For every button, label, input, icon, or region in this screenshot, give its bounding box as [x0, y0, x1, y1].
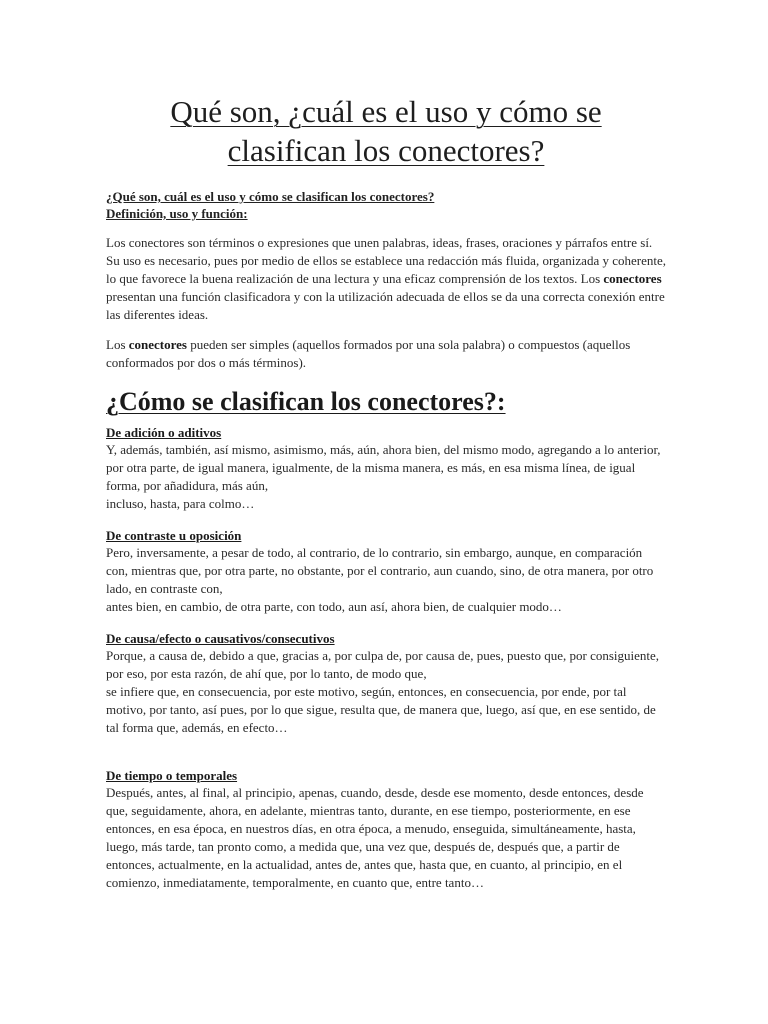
category-heading: De contraste u oposición [106, 528, 242, 543]
document-title [106, 92, 666, 170]
subheading-line-2: Definición, uso y función: [106, 206, 248, 221]
category-causa [106, 630, 666, 737]
title-line-2: clasifican los conectores? [227, 133, 545, 168]
paragraph-text: pueden ser simples (aquellos formados por una sola palabra) o compuestos (aquellos conformados por dos o más términos). [106, 337, 631, 370]
subheading [106, 188, 666, 222]
category-text-part: Porque, a causa de, debido a que, gracias a, por culpa de, por causa de, pues, puesto que, por consiguiente, por eso, por esta razón, de ahí que, por lo tanto, de modo que, [106, 648, 660, 681]
category-contraste [106, 527, 666, 616]
definition-paragraph [106, 234, 666, 324]
category-text-part: Pero, inversamente, a pesar de todo, al contrario, de lo contrario, sin embargo, aunque, en comparación con, mientras que, por otra parte, no obstante, por el contrario, aun cuando, sino, de otra manera, por otro lado, en contraste con, [106, 545, 654, 596]
title-line-1: Qué son, ¿cuál es el uso y cómo se [170, 94, 602, 129]
category-text [106, 784, 666, 892]
category-tiempo [106, 767, 666, 892]
category-heading: De tiempo o temporales [106, 768, 238, 783]
category-text [106, 647, 666, 737]
section-title: ¿Cómo se clasifican los conectores?: [106, 387, 506, 416]
category-heading: De adición o aditivos [106, 425, 222, 440]
paragraph-text: Los [106, 337, 129, 352]
bold-term: conectores [603, 271, 662, 286]
paragraph-text: presentan una función clasificadora y con la utilización adecuada de ellos se da una correcta conexión entre las diferentes ideas. [106, 289, 665, 322]
bold-term: conectores [128, 337, 187, 352]
category-text-part: se infiere que, en consecuencia, por este motivo, según, entonces, en consecuencia, por ende, por tal motivo, por tanto, así pues, por lo que sigue, resulta que, de manera que, luego, así que, en ese sentido, de tal forma que, además, en efecto… [106, 684, 656, 735]
category-text-part: Y, además, también, así mismo, asimismo, más, aún, ahora bien, del mismo modo, agregando a lo anterior, por otra parte, de igual manera, igualmente, de la misma manera, es más, en esa misma línea, de igual forma, por añadidura, más aún, [106, 442, 661, 493]
types-paragraph [106, 336, 666, 372]
category-text [106, 544, 666, 616]
paragraph-text: Los conectores son términos o expresiones que unen palabras, ideas, frases, oraciones y párrafos entre sí. Su uso es necesario, pues por medio de ellos se establece una redacción más fluida, organizada y coherente, lo que favorece la buena realización de una lectura y una eficaz comprensión de los textos. Los [106, 235, 666, 286]
category-text-part: incluso, hasta, para colmo… [106, 496, 255, 511]
category-text-part: antes bien, en cambio, de otra parte, con todo, aun así, ahora bien, de cualquier modo… [106, 599, 562, 614]
document-page [106, 92, 666, 892]
category-text-part: Después, antes, al final, al principio, apenas, cuando, desde, desde ese momento, desde entonces, desde que, seguidamente, ahora, en adelante, mientras tanto, durante, en ese tiempo, posteriormente, en ese entonces, en esa época, en nuestros días, en otra época, a menudo, enseguida, simultáneamente, hasta, luego, más tarde, tan pronto como, a medida que, una vez que, después de, después que, a partir de entonces, actualmente, en la actualidad, antes de, antes que, hasta que, en cuanto, al principio, en el comienzo, inmediatamente, temporalmente, en cuanto que, entre tanto… [106, 785, 644, 890]
subheading-line-1: ¿Qué son, cuál es el uso y cómo se clasifican los conectores? [106, 189, 435, 204]
category-adicion [106, 424, 666, 513]
category-text [106, 441, 666, 513]
category-heading: De causa/efecto o causativos/consecutivos [106, 631, 335, 646]
